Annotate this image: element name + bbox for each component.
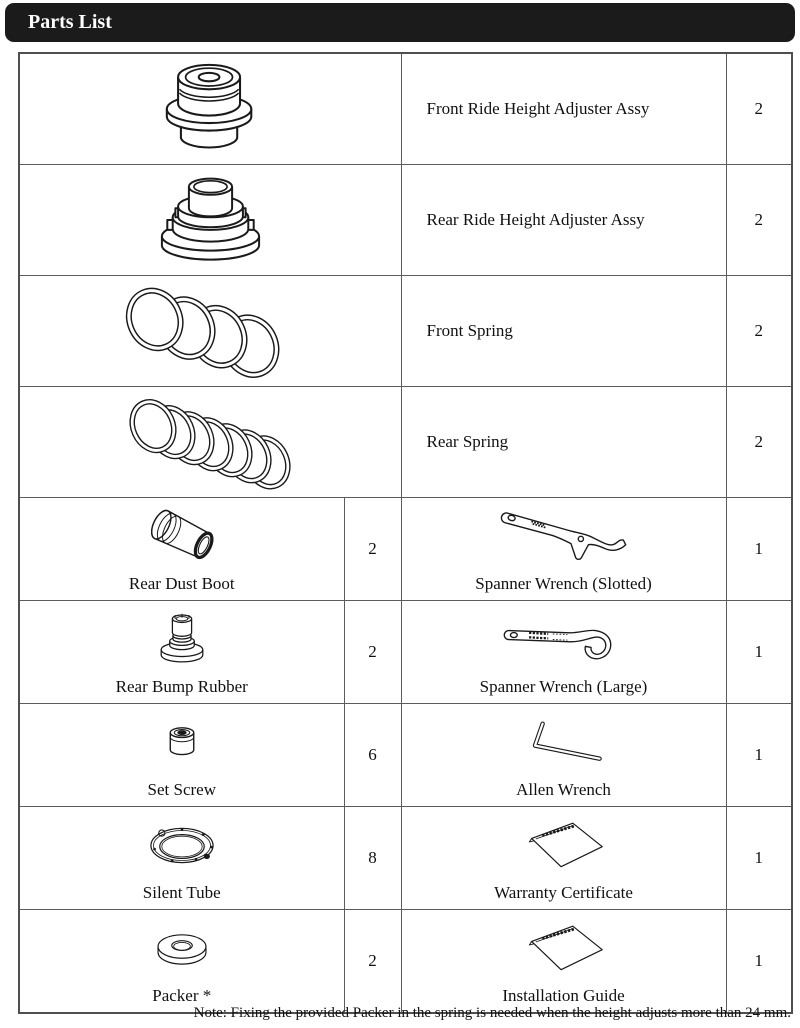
part-cell <box>19 601 344 704</box>
part-caption: Silent Tube <box>142 883 221 902</box>
table-row <box>19 807 792 910</box>
qty-cell: 2 <box>344 601 401 704</box>
qty-cell: 1 <box>726 704 792 807</box>
set-screw-image <box>20 704 344 780</box>
rear-dust-boot-image <box>20 498 344 574</box>
part-cell <box>19 704 344 807</box>
part-cell <box>19 807 344 910</box>
qty-cell: 8 <box>344 807 401 910</box>
part-name: Front Spring <box>401 276 726 387</box>
parts-list-header <box>5 3 795 42</box>
spanner-wrench-large-image <box>402 601 726 677</box>
part-caption: Spanner Wrench (Slotted) <box>475 574 652 593</box>
packer-image <box>20 910 344 986</box>
table-row <box>19 601 792 704</box>
part-image-cell <box>19 165 401 276</box>
part-caption: Set Screw <box>147 780 216 799</box>
part-name: Front Ride Height Adjuster Assy <box>401 53 726 165</box>
part-name: Rear Spring <box>401 387 726 498</box>
part-name: Rear Ride Height Adjuster Assy <box>401 165 726 276</box>
table-row <box>19 704 792 807</box>
table-row <box>19 53 792 165</box>
parts-table <box>18 52 793 1014</box>
part-image-cell <box>19 53 401 165</box>
allen-wrench-image <box>402 704 726 780</box>
table-row <box>19 276 792 387</box>
rear-ride-height-adjuster-image <box>20 175 401 265</box>
rear-bump-rubber-image <box>20 601 344 677</box>
part-image-cell <box>19 387 401 498</box>
part-cell <box>19 910 344 1014</box>
part-caption: Warranty Certificate <box>494 883 633 902</box>
silent-tube-image <box>20 807 344 883</box>
qty-cell: 2 <box>726 165 792 276</box>
part-cell <box>401 910 726 1014</box>
table-row <box>19 498 792 601</box>
warranty-certificate-image <box>402 807 726 883</box>
installation-guide-image <box>402 910 726 986</box>
qty-cell: 1 <box>726 807 792 910</box>
qty-cell: 2 <box>344 910 401 1014</box>
table-row <box>19 165 792 276</box>
part-caption: Allen Wrench <box>516 780 611 799</box>
part-cell <box>401 807 726 910</box>
part-caption: Packer * <box>152 986 212 1005</box>
part-image-cell <box>19 276 401 387</box>
table-row <box>19 910 792 1014</box>
part-caption: Installation Guide <box>502 986 625 1005</box>
part-caption: Rear Bump Rubber <box>115 677 248 696</box>
part-cell <box>401 601 726 704</box>
rear-spring-image <box>20 395 401 490</box>
qty-cell: 1 <box>726 498 792 601</box>
table-row <box>19 387 792 498</box>
part-cell <box>401 498 726 601</box>
part-caption: Spanner Wrench (Large) <box>479 677 648 696</box>
qty-cell: 1 <box>726 910 792 1014</box>
qty-cell: 1 <box>726 601 792 704</box>
front-spring-image <box>20 284 401 379</box>
spanner-wrench-slotted-image <box>402 498 726 574</box>
front-ride-height-adjuster-image <box>20 62 401 156</box>
qty-cell: 2 <box>726 276 792 387</box>
footnote: Note: Fixing the provided Packer in the spring is needed when the height adjusts more than 24 mm. <box>193 1005 791 1021</box>
part-cell <box>401 704 726 807</box>
part-cell <box>19 498 344 601</box>
qty-cell: 2 <box>726 53 792 165</box>
qty-cell: 6 <box>344 704 401 807</box>
qty-cell: 2 <box>344 498 401 601</box>
part-caption: Rear Dust Boot <box>128 574 235 593</box>
qty-cell: 2 <box>726 387 792 498</box>
page-title: Parts List <box>28 11 112 33</box>
